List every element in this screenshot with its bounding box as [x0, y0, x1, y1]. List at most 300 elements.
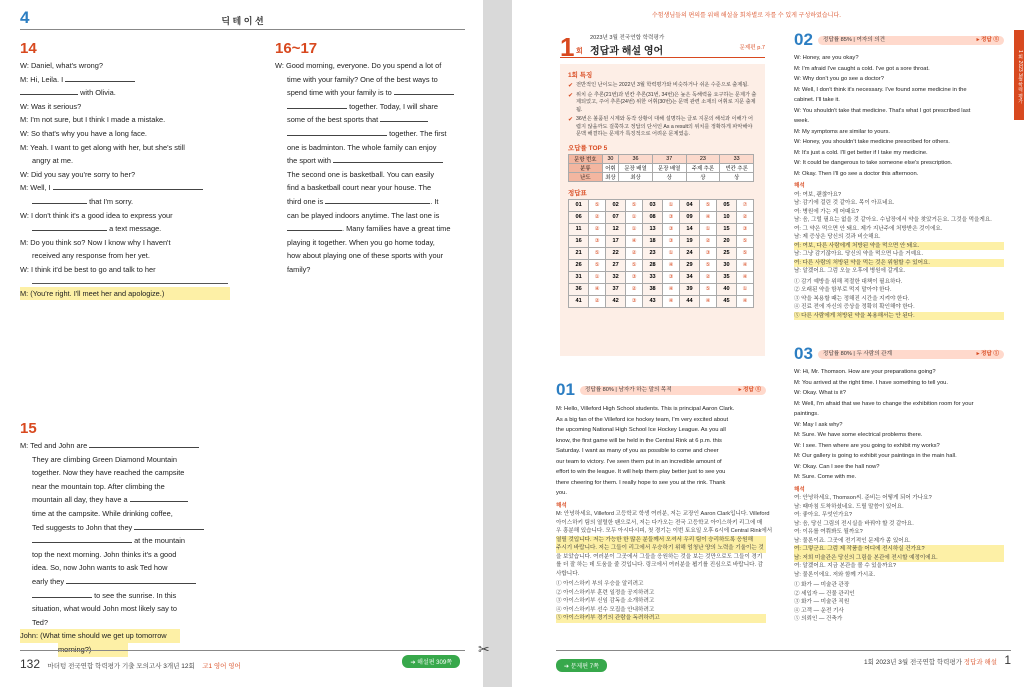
answer-choice: ②	[589, 295, 606, 307]
q16-line: some of the best sports that	[275, 113, 470, 127]
q16-17-block	[275, 40, 470, 277]
answer-choice: ⑤	[700, 259, 717, 271]
q16-line: The second one is basketball. You can easily	[287, 169, 435, 179]
q02-explanation	[794, 191, 1004, 276]
q03-dialogue-line: W: Hi, Mr. Thomson. How are your preparations going?	[794, 369, 936, 375]
q14-line: angry at me.	[32, 156, 74, 166]
answer-question-num: 21	[569, 247, 589, 259]
answer-question-num: 04	[679, 199, 699, 211]
q03-option: ⑤ 의뢰인 — 건축가	[794, 616, 843, 622]
answer-choice: ③	[663, 211, 680, 223]
answer-question-num: 27	[605, 259, 625, 271]
q03-option: ② 세입자 — 건물 관리인	[794, 590, 855, 597]
q15-line: mountain all day, they have a	[20, 493, 240, 507]
q03-explanation-line: 여: 그렇군요. 그럼 제 작품을 어디에 전시하실 건가요?	[794, 545, 1004, 554]
q15-number: 15	[20, 420, 37, 437]
q16-line: together. Today, I will share	[275, 100, 470, 114]
answer-choice: ⑤	[589, 247, 606, 259]
q02-dialogue-line: W: Honey, are you okay?	[794, 55, 859, 61]
answer-choice: ④	[737, 295, 754, 307]
q03-dialogue-line: M: You arrived at the right time. I have something to tell you.	[794, 379, 949, 386]
answer-choice: ⑤	[626, 199, 643, 211]
q01-block	[556, 380, 773, 623]
q01-dialogue-line: you.	[556, 490, 567, 496]
q14-line: W: I don't think it's a good idea to express your	[20, 210, 173, 220]
q02-explanation-line: 여: 다른 사람의 처방된 약을 먹는 것은 위험할 수 있어요.	[794, 259, 1004, 268]
answer-choice: ②	[700, 271, 717, 283]
q01-option: ③ 아이스하키부 신임 감독을 소개하려고	[556, 598, 655, 604]
answer-choice: ⑤	[589, 259, 606, 271]
q16-line: find a basketball court near your house. The	[287, 183, 432, 193]
q01-dialogue-line: the upcoming National High School Ice Hockey League. As you all	[556, 427, 726, 433]
q14-line: W: Daniel, what's wrong?	[20, 61, 104, 70]
left-page-num: 4	[20, 8, 30, 27]
exam-number: 1	[560, 32, 575, 62]
top5-cell: 최상	[619, 172, 653, 181]
q03-exp-label: 해석	[794, 486, 805, 493]
q14-block	[20, 40, 240, 300]
top5-cell: 어휘	[602, 163, 619, 172]
q14-line: M: Yeah. I want to get along with her, but she's still	[20, 142, 185, 152]
answer-choice: ③	[589, 235, 606, 247]
q15-line: idea. So, now John wants to ask Ted how	[32, 563, 168, 573]
q02-explanation-line: 여: 여보, 다른 사람에게 처방된 약을 먹으면 안 돼요.	[794, 242, 1004, 251]
answer-choice: ③	[626, 295, 643, 307]
q03-dialogue-line: W: May I ask why?	[794, 421, 843, 428]
answer-row	[569, 271, 754, 283]
answer-table	[568, 199, 754, 308]
right-footer-link[interactable]: ➔ 문제편 7쪽	[556, 659, 607, 672]
exam-page-ref: 문제편 p.7	[739, 45, 765, 51]
top5-cell: 문항 번호	[569, 154, 603, 163]
answer-row	[569, 283, 754, 295]
side-tab: 1 회 2023 3월 학력 평가	[1014, 30, 1024, 120]
top5-cell: 23	[686, 154, 720, 163]
q02-dialogue-line: W: Why don't you go see a doctor?	[794, 76, 884, 82]
q01-number: 01	[556, 380, 575, 399]
answer-question-num: 14	[679, 223, 699, 235]
top5-cell: 37	[652, 154, 686, 163]
q01-bar: 정답률 80% | 남자가 하는 말의 목적 ▸ 정답 ⑤	[580, 386, 766, 395]
q03-block	[794, 344, 1004, 624]
answer-question-num: 02	[605, 199, 625, 211]
q02-dialogue-line: M: My symptoms are similar to yours.	[794, 128, 890, 135]
q03-header	[794, 344, 1004, 364]
answer-question-num: 12	[605, 223, 625, 235]
q15-line: time at the campsite. While drinking coffee,	[32, 508, 173, 518]
answer-choice: ②	[737, 211, 754, 223]
answer-choice: ⑤	[737, 247, 754, 259]
top5-cell: 30	[602, 154, 619, 163]
q02-explanation-line: 남: 알겠어요. 그럼 오늘 오후에 병원에 갈게요.	[794, 268, 906, 274]
q01-explanation-line: 아이스하키 팀의 열렬한 팬으로서, 저는 다가오는 전국 고등학교 아이스하키 리그에 매	[556, 519, 763, 526]
q02-dialogue-line: week.	[794, 118, 810, 124]
answer-question-num: 06	[569, 211, 589, 223]
q15-line: near the mountain top. After climbing the	[32, 481, 165, 491]
q15-line: They are climbing Green Diamond Mountain	[32, 454, 178, 464]
q16-line: third one is . It	[287, 196, 439, 206]
top5-cell: 빈칸 추론	[720, 163, 754, 172]
q02-explanation-line: 남: 제 증상은 당신의 것과 비슷해요.	[794, 234, 881, 240]
q02-number: 02	[794, 30, 813, 49]
q15-line: Ted suggests to John that they	[20, 521, 240, 535]
q16-line: spend time with your family is to	[275, 86, 470, 100]
q15-answer: John: (What time should we get up tomorrow	[20, 629, 240, 643]
q02-explanation-line: 남: 음, 그럴 필요는 없을 것 같아요. 수납장에서 약을 찾았거든요. 그것을 먹을게요.	[794, 217, 992, 223]
q16-line: the sport with	[275, 154, 470, 168]
answer-choice: ④	[737, 259, 754, 271]
q03-explanation-line: 여: 좋아요. 무엇인가요?	[794, 512, 852, 518]
q03-option: ③ 화가 — 미술관 직원	[794, 599, 850, 605]
answer-choice: ③	[663, 235, 680, 247]
answer-question-num: 34	[679, 271, 699, 283]
q14-line: M: Do you think so? Now I know why I haven't	[20, 237, 171, 247]
q16-line: one is badminton. The whole family can enjoy	[287, 142, 437, 152]
q14-answer-blank	[32, 283, 228, 284]
q03-explanation	[794, 494, 1004, 579]
left-footer-grade: 고1 영어 영어	[202, 663, 241, 670]
q01-dialogue-line: Saturday. I want as many of you as possible to come and cheer	[556, 448, 719, 454]
top5-title: 오답률 TOP 5	[568, 144, 608, 152]
left-header	[20, 8, 465, 30]
answer-question-num: 31	[569, 271, 589, 283]
answer-choice: ④	[663, 259, 680, 271]
answer-choice: ②	[589, 211, 606, 223]
exam-title-box	[560, 32, 765, 62]
q15-line: Ted?	[32, 617, 49, 627]
q03-option: ④ 고객 — 운전 기사	[794, 607, 844, 614]
answer-choice: ④	[663, 295, 680, 307]
q02-dialogue-line: W: You shouldn't take that medicine. That's what I got prescribed last	[794, 107, 971, 114]
q02-dialogue-line: M: It's just a cold. I'll get better if I take my medicine.	[794, 149, 928, 156]
q15-line: M: Ted and John are	[20, 439, 240, 453]
q03-explanation-line: 남: 때마침 도착하셨네요. 드릴 말씀이 있어요.	[794, 503, 904, 510]
answer-question-num: 30	[716, 259, 736, 271]
q03-explanation-line: 남: 음, 당신 그림의 전시실을 바꿔야 할 것 같아요.	[794, 520, 914, 527]
exam-title: 정답과 해설 영어	[590, 46, 664, 57]
answer-choice: ③	[663, 271, 680, 283]
answer-choice: ④	[626, 235, 643, 247]
right-footer-text: 1회 2023년 3월 전국연합 학력평가 정답과 해설	[864, 659, 997, 666]
answer-question-num: 19	[679, 235, 699, 247]
q14-line: M: Hi, Leila. I	[20, 73, 240, 87]
q01-exp-label: 해석	[556, 502, 567, 509]
q14-line: W: Was it serious?	[20, 101, 82, 111]
q02-explanation-line: 여: 여보, 괜찮아요?	[794, 191, 842, 198]
q14-line: W: I think it'd be best to go and talk to her	[20, 264, 156, 274]
q15-line: at the mountain	[20, 534, 240, 548]
q01-option: ④ 아이스하키부 선수 모집을 안내하려고	[556, 606, 655, 613]
q03-dialogue-line: W: Okay. What is it?	[794, 390, 846, 396]
q15-line: early they	[20, 575, 240, 589]
q03-explanation-line: 여: 알겠어요. 지금 본관을 볼 수 있을까요?	[794, 563, 897, 569]
answer-row	[569, 235, 754, 247]
q02-dialogue	[794, 53, 1004, 179]
q01-dialogue-line: effort to win the league. It will help them play better just to see you	[556, 469, 726, 475]
answer-choice: ⑤	[626, 259, 643, 271]
answer-question-num: 44	[679, 295, 699, 307]
q02-option: ① 감기 예방을 위해 적절한 대책이 필요하다.	[794, 278, 903, 285]
q01-explanation-line: 주시기 바랍니다. 저는 그들이 리그에서 우승하기 위해 엄청난 양의 노력을 기울이는 것	[556, 544, 766, 553]
q02-bar: 정답률 85% | 여자의 의견 ▸ 정답 ⑤	[818, 36, 1004, 45]
q14-line: received any response from her yet.	[32, 251, 150, 261]
answer-question-num: 07	[605, 211, 625, 223]
q16-line: W: Good morning, everyone. Do you spend a lot of	[275, 61, 442, 70]
answer-question-num: 08	[642, 211, 662, 223]
answer-row	[569, 259, 754, 271]
q02-block	[794, 30, 1004, 320]
q16-17-number: 16~17	[275, 40, 318, 57]
q01-dialogue-line: there cheering for them. I really hope to see you at the rink. Thank	[556, 479, 726, 486]
top5-cell: 문장 배열	[652, 163, 686, 172]
q03-explanation-line: 여: 안녕하세요, Thomson씨. 준비는 어떻게 되어 가나요?	[794, 495, 932, 501]
q01-explanation-line: 사합니다.	[556, 570, 580, 577]
q15-line: top the next morning. John thinks it's a good	[32, 549, 177, 559]
q02-options	[794, 278, 1004, 321]
answer-question-num: 32	[605, 271, 625, 283]
q02-option: ④ 진료 전에 자신의 증상을 정확히 확인해야 한다.	[794, 304, 915, 310]
q15-block	[20, 420, 240, 657]
answer-row	[569, 295, 754, 307]
top5-cell: 상	[652, 172, 686, 181]
answer-choice: ③	[626, 271, 643, 283]
q02-dialogue-line: W: It could be dangerous to take someone else's prescription.	[794, 160, 953, 166]
answer-choice: ⑤	[700, 199, 717, 211]
q02-explanation-line: 여: 병원에 가는 게 어때요?	[794, 208, 859, 215]
q14-line: a text message.	[20, 222, 240, 236]
answer-choice: ⑤	[737, 235, 754, 247]
q02-dialogue-line: M: I'm afraid I've caught a cold. I've got a sore throat.	[794, 65, 930, 72]
answer-row	[569, 223, 754, 235]
answer-choice: ①	[700, 223, 717, 235]
answers-title: 정답표	[568, 189, 587, 197]
answer-choice: ①	[626, 211, 643, 223]
q01-explanation-line: 을 보았습니다. 여러분이 그곳에서 그들을 응원하는 것을 보는 것만으로도 그들이 경기	[556, 553, 763, 560]
answer-choice: ①	[663, 199, 680, 211]
q01-dialogue-line: our team to victory. I've seen them put in an incredible amount of	[556, 458, 722, 465]
q03-dialogue-line: paintings.	[794, 411, 819, 417]
q03-dialogue-line: M: Sure. We have some electrical problems there.	[794, 432, 923, 438]
answer-choice: ⑦	[737, 199, 754, 211]
answer-question-num: 45	[716, 295, 736, 307]
feature-item: ✔ 전반적인 난이도는 2022년 3월 학력평가와 비슷하거나 쉬운 수준으로 출제됨.	[568, 82, 749, 89]
q03-option: ① 화가 — 미술관 관장	[794, 582, 850, 588]
q16-line: how about playing one of these sports with your	[287, 251, 444, 261]
q03-bar: 정답률 80% | 두 사람의 관계 ▸ 정답 ①	[818, 350, 1004, 359]
answer-question-num: 33	[642, 271, 662, 283]
top5-cell: 최상	[602, 172, 619, 181]
q02-dialogue-line: M: Well, I don't think it's necessary. I've found some medicine in the	[794, 86, 967, 93]
feature-item: ✔ 36번은 볼품된 시계와 동작 상황이 대해 설명하는 글로 지문의 해석과 이해가 어렵지 않을까도 걸쭉하고 정답의 단서인 As a result의 위치를 정확하게 파악해야 문맥 해결하는 문제가 특징적으로 어려운 문제였음.	[568, 116, 754, 137]
q14-line: M: I'm not sure, but I think I made a mistake.	[20, 115, 166, 125]
q03-explanation-line: 여: 이유를 여쭤봐도 될까요?	[794, 529, 863, 535]
q03-explanation-line: 남: 물론이죠. 그곳에 전기적인 문제가 좀 있어요.	[794, 537, 911, 544]
q16-line: . Many families have a great time	[275, 222, 470, 236]
answer-question-num: 23	[642, 247, 662, 259]
q14-number: 14	[20, 40, 37, 57]
top5-cell: 36	[619, 154, 653, 163]
answer-question-num: 41	[569, 295, 589, 307]
top5-cell: 난도	[569, 172, 603, 181]
q02-exp-label: 해석	[794, 183, 805, 189]
exam-suffix: 회	[576, 48, 583, 55]
left-footer-link[interactable]: ➔ 해설편 309쪽	[402, 655, 460, 668]
answer-choice: ⑤	[589, 199, 606, 211]
q01-option: ② 아이스하키부 훈련 일정을 공지하려고	[556, 589, 655, 596]
answer-question-num: 26	[569, 259, 589, 271]
answer-question-num: 18	[642, 235, 662, 247]
top5-cell: 문장 배열	[619, 163, 653, 172]
q01-option: ⑤ 아이스하키부 경기의 관람을 독려하려고	[556, 614, 766, 623]
answer-question-num: 22	[605, 247, 625, 259]
right-page	[512, 0, 1024, 687]
features-box	[560, 64, 765, 356]
q01-explanation-line: M: 안녕하세요, Villeford 고등학교 학생 여러분, 저는 교장인 Aaron Clark입니다. Villeford	[556, 511, 770, 517]
q16-line: family?	[287, 264, 311, 274]
right-footer	[556, 650, 1011, 672]
answer-question-num: 42	[605, 295, 625, 307]
answer-choice: ④	[663, 283, 680, 295]
feature-item: ✔ 위치 순 추론(21번)과 빈칸 추론(31번, 34번)은 높은 독해력을 요구하는 문제가 출제되었고, 주어 추론(24번) 위한 어휘(30번)는 문맥 관련 소재의 어휘로 지문 출제됨.	[568, 91, 757, 113]
q01-dialogue	[556, 404, 766, 499]
q03-dialogue-line: M: Sure. Come with me.	[794, 474, 857, 480]
answer-question-num: 36	[569, 283, 589, 295]
answer-question-num: 24	[679, 247, 699, 259]
answer-question-num: 37	[605, 283, 625, 295]
q02-explanation-line: 남: 그냥 감기잖아요. 당신의 약을 먹으면 나을 거예요.	[794, 251, 924, 257]
answer-choice: ④	[737, 271, 754, 283]
answer-choice: ①	[589, 271, 606, 283]
answer-choice: ②	[589, 223, 606, 235]
q15-line: situation, what would John most likely say to	[32, 604, 178, 614]
q01-explanation	[556, 510, 773, 578]
answer-question-num: 20	[716, 235, 736, 247]
q02-dialogue-line: cabinet. I'll take it.	[794, 97, 840, 103]
answer-question-num: 35	[716, 271, 736, 283]
answer-choice: ④	[589, 283, 606, 295]
answer-row	[569, 247, 754, 259]
q16-line: together. The first	[275, 127, 470, 141]
q01-dialogue-line: M: Hello, Villeford High School students. This is principal Aaron Clark.	[556, 406, 735, 412]
answer-choice: ①	[663, 247, 680, 259]
answer-choice: ③	[737, 223, 754, 235]
q03-dialogue-line: W: Okay. Can I see the hall now?	[794, 463, 880, 470]
q14-line: W: So that's why you have a long face.	[20, 128, 147, 138]
answer-row	[569, 211, 754, 223]
q03-options	[794, 581, 1004, 624]
top5-cell: 33	[720, 154, 754, 163]
top5-cell: 분류	[569, 163, 603, 172]
q02-dialogue-line: W: Honey, you shouldn't take medicine prescribed for others.	[794, 139, 950, 145]
q16-line: time with your family? One of the best ways to	[287, 74, 438, 84]
q14-line: with Olivia.	[20, 86, 240, 100]
q16-line: can be played indoors anytime. The last one is	[287, 210, 440, 220]
q02-explanation-line: 남: 감기에 걸린 것 같아요. 목이 아프네요.	[794, 200, 895, 206]
q03-dialogue	[794, 367, 1004, 483]
answer-question-num: 29	[679, 259, 699, 271]
q02-explanation-line: 여: 그 약은 먹으면 안 돼요. 제가 지난주에 처방받은 것이에요.	[794, 225, 943, 232]
answer-choice: ④	[700, 295, 717, 307]
q14-answer: M: (You're right. I'll meet her and apologize.)	[20, 287, 240, 301]
q16-line: playing it together. When you go home today,	[287, 237, 435, 247]
q14-line: M: Well, I	[20, 181, 240, 195]
q01-explanation-line: 열릴 것입니다. 저는 가능한 한 많은 분들께서 오셔서 우리 팀이 승리하도록 응원해	[556, 536, 766, 545]
answer-question-num: 09	[679, 211, 699, 223]
q14-line: W: Did you say you're sorry to her?	[20, 169, 136, 179]
left-page	[0, 0, 483, 687]
answer-choice: ②	[700, 235, 717, 247]
left-footer	[20, 650, 465, 672]
q01-option: ① 아이스하키 부의 우승을 알리려고	[556, 581, 644, 587]
scissors-icon: ✂	[478, 642, 490, 658]
answer-choice: ③	[700, 247, 717, 259]
answer-question-num: 13	[642, 223, 662, 235]
q03-number: 03	[794, 344, 813, 363]
answer-choice: ④	[700, 211, 717, 223]
answer-question-num: 43	[642, 295, 662, 307]
answer-choice: ③	[663, 223, 680, 235]
answer-question-num: 05	[716, 199, 736, 211]
answer-question-num: 39	[679, 283, 699, 295]
q02-header	[794, 30, 1004, 50]
q03-dialogue-line: M: Well, I'm afraid that we have to change the exhibition room for your	[794, 400, 974, 407]
top-caption: 수험생님들의 편의를 위해 해설을 회차별로 자를 수 있게 구성하였습니다.	[652, 13, 841, 19]
left-footer-page: 132	[20, 657, 41, 671]
answer-question-num: 15	[716, 223, 736, 235]
q15-line: to see the sunrise. In this	[20, 589, 240, 603]
answer-question-num: 25	[716, 247, 736, 259]
top5-cell: 상	[720, 172, 754, 181]
exam-subtitle: 2023년 3월 전국연합 학력평가	[590, 35, 665, 41]
answer-choice: ①	[626, 223, 643, 235]
top5-cell: 상	[686, 172, 720, 181]
answer-choice: ⑤	[700, 283, 717, 295]
answer-question-num: 01	[569, 199, 589, 211]
answer-question-num: 17	[605, 235, 625, 247]
answer-question-num: 38	[642, 283, 662, 295]
q01-explanation-line: 를 더 잘 하는 데 도움을 줄 것입니다. 링크에서 여러분을 뵙기를 진심으로 바랍니다. 감	[556, 562, 764, 568]
answer-row	[569, 199, 754, 211]
left-header-title: 딕 테 이 션	[221, 16, 264, 26]
q02-option: ③ 약을 복용할 때는 정해진 시간을 지켜야 한다.	[794, 295, 910, 302]
q01-explanation-line: 우 흥분해 있습니다. 모두 아시다시피, 첫 경기는 이번 토요일 오후 6시에 Central Rink에서	[556, 528, 773, 534]
answer-question-num: 16	[569, 235, 589, 247]
q01-dialogue-line: know, the first game will be held in the Central Rink at 6 p.m. this	[556, 437, 722, 444]
answer-choice: ②	[626, 283, 643, 295]
q03-explanation-line: 남: 물론이에요. 저와 함께 가시죠.	[794, 571, 876, 578]
q01-header	[556, 380, 766, 400]
answer-question-num: 40	[716, 283, 736, 295]
right-footer-page: 1	[1004, 653, 1011, 667]
answer-choice: ②	[626, 247, 643, 259]
top5-cell: 주제 추론	[686, 163, 720, 172]
q02-dialogue-line: M: Okay. Then I'll go see a doctor this afternoon.	[794, 170, 919, 177]
q02-option: ⑤ 다른 사람에게 처방된 약을 복용해서는 안 된다.	[794, 312, 1004, 321]
answer-question-num: 10	[716, 211, 736, 223]
q15-answer: morning?)	[20, 643, 240, 657]
q03-explanation-line: 남: 저희 미술관은 당신의 그림을 본관에 전시할 예정이에요.	[794, 554, 1004, 563]
answer-choice: ①	[737, 283, 754, 295]
q02-option: ② 오래된 약을 함부로 먹지 말아야 한다.	[794, 287, 892, 293]
q03-dialogue-line: M: Our gallery is going to exhibit your paintings in the main hall.	[794, 453, 957, 459]
answer-question-num: 28	[642, 259, 662, 271]
answer-question-num: 03	[642, 199, 662, 211]
top5-table	[568, 154, 754, 182]
q01-options	[556, 580, 766, 623]
left-footer-book: 마더텅 전국연합 학력평가 기출 모의고사 3개년 12회	[47, 663, 195, 670]
q03-dialogue-line: W: I see. Then where are you going to exhibit my works?	[794, 442, 940, 449]
features-title: 1회 특징	[568, 72, 593, 79]
